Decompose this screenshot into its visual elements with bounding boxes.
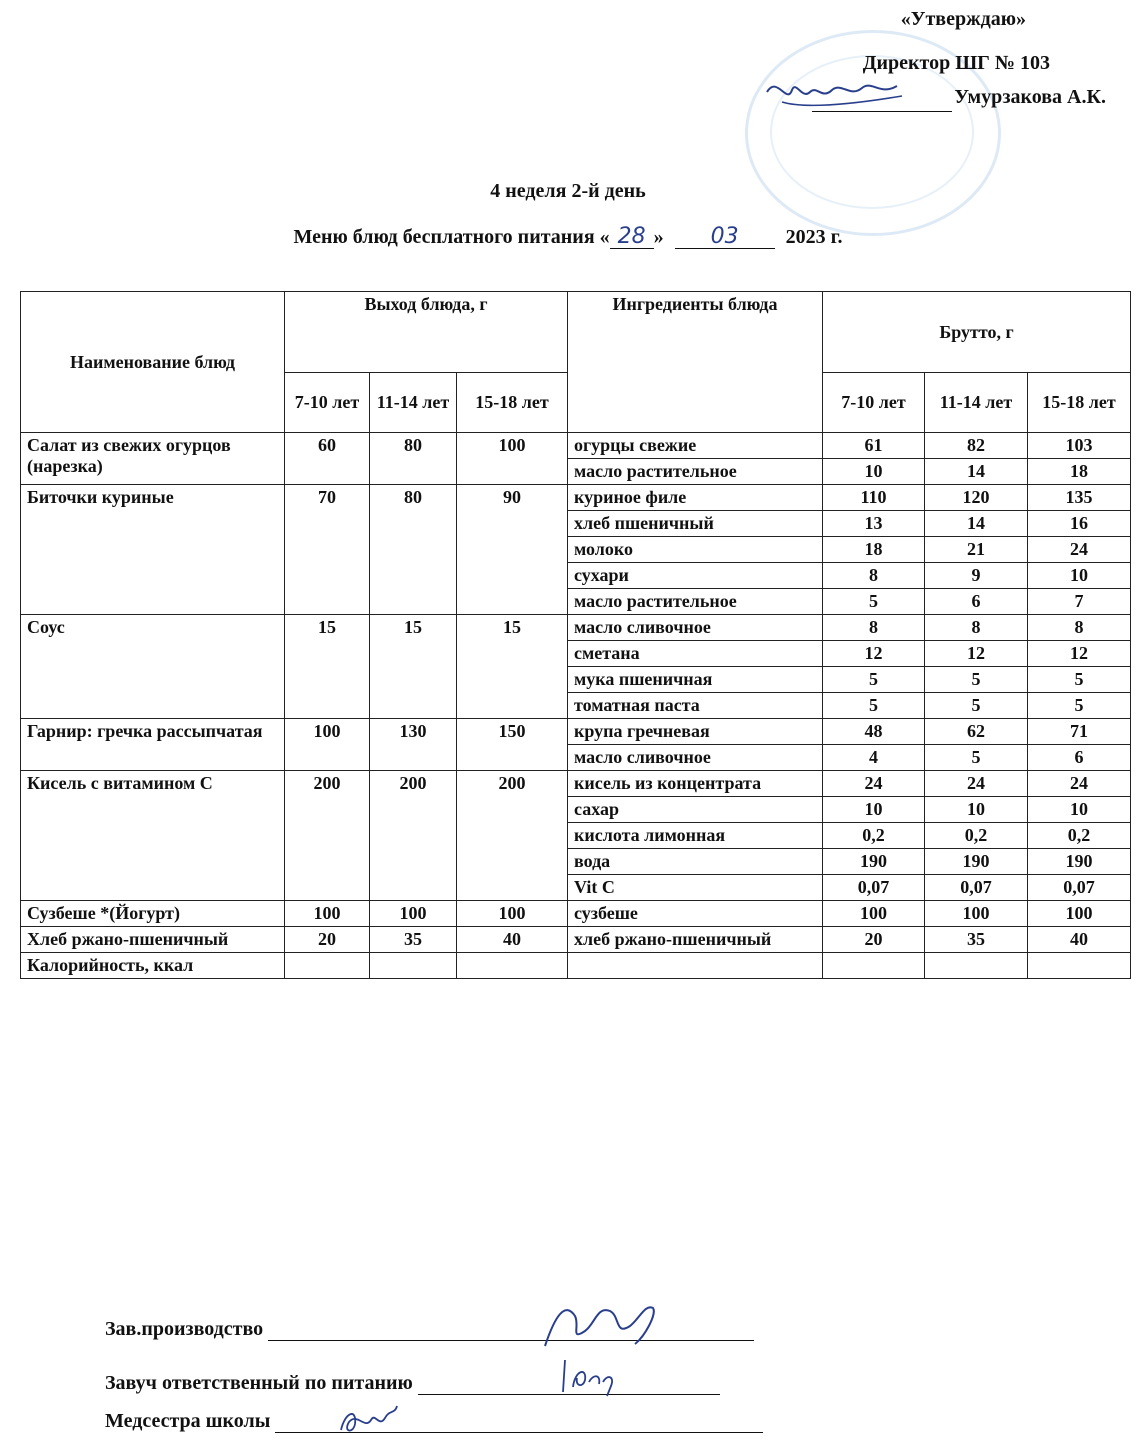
production-signature-line xyxy=(268,1320,754,1341)
ingredient-gross: 24 xyxy=(1028,771,1131,797)
week-day-title: 4 неделя 2-й день xyxy=(490,180,646,202)
calories-cell xyxy=(1028,953,1131,979)
dish-yield: 100 xyxy=(457,433,568,485)
calories-label: Калорийность, ккал xyxy=(21,953,285,979)
ingredient-gross: 5 xyxy=(823,589,925,615)
ingredient-gross: 12 xyxy=(1028,641,1131,667)
ingredient-gross: 103 xyxy=(1028,433,1131,459)
ingredient-gross: 10 xyxy=(925,797,1028,823)
ingredient-name: масло сливочное xyxy=(568,615,823,641)
ingredient-name: сметана xyxy=(568,641,823,667)
ingredient-gross: 5 xyxy=(925,667,1028,693)
ingredient-gross: 24 xyxy=(925,771,1028,797)
ingredient-gross: 10 xyxy=(1028,563,1131,589)
menu-year: 2023 г. xyxy=(785,226,843,248)
dish-yield: 200 xyxy=(457,771,568,901)
dish-yield: 40 xyxy=(457,927,568,953)
menu-title-prefix: Меню блюд бесплатного питания « xyxy=(293,226,610,248)
header-yield-age-1: 7-10 лет xyxy=(285,373,370,433)
ingredient-name: хлеб ржано-пшеничный xyxy=(568,927,823,953)
dish-yield: 15 xyxy=(457,615,568,719)
menu-table xyxy=(20,291,1131,979)
ingredient-gross: 190 xyxy=(925,849,1028,875)
ingredient-name: огурцы свежие xyxy=(568,433,823,459)
ingredient-gross: 100 xyxy=(1028,901,1131,927)
calories-cell xyxy=(568,953,823,979)
ingredient-gross: 100 xyxy=(925,901,1028,927)
dish-yield: 20 xyxy=(285,927,370,953)
ingredient-gross: 18 xyxy=(1028,459,1131,485)
ingredient-name: мука пшеничная xyxy=(568,667,823,693)
ingredient-gross: 135 xyxy=(1028,485,1131,511)
nurse-label: Медсестра школы xyxy=(105,1410,271,1432)
menu-month: 03 xyxy=(675,226,775,249)
calories-cell xyxy=(370,953,457,979)
dish-yield: 80 xyxy=(370,485,457,615)
approver-name: Умурзакова А.К. xyxy=(954,86,1106,108)
ingredient-gross: 21 xyxy=(925,537,1028,563)
deputy-signature xyxy=(555,1352,625,1397)
dish-yield: 70 xyxy=(285,485,370,615)
ingredient-gross: 35 xyxy=(925,927,1028,953)
dish-name: Кисель с витамином С xyxy=(21,771,285,901)
ingredient-gross: 5 xyxy=(823,693,925,719)
ingredient-name: сахар xyxy=(568,797,823,823)
ingredient-gross: 110 xyxy=(823,485,925,511)
ingredient-gross: 8 xyxy=(823,615,925,641)
ingredient-gross: 61 xyxy=(823,433,925,459)
header-gross-age-2: 11-14 лет xyxy=(925,373,1028,433)
footer-deputy xyxy=(105,1372,720,1395)
dish-yield: 130 xyxy=(370,719,457,771)
ingredient-gross: 4 xyxy=(823,745,925,771)
ingredient-name: томатная паста xyxy=(568,693,823,719)
ingredient-gross: 190 xyxy=(823,849,925,875)
dish-yield: 100 xyxy=(285,901,370,927)
ingredient-gross: 12 xyxy=(823,641,925,667)
approver-position: Директор ШГ № 103 xyxy=(862,52,1050,74)
menu-body xyxy=(21,433,1131,979)
dish-name: Соус xyxy=(21,615,285,719)
ingredient-gross: 62 xyxy=(925,719,1028,745)
dish-yield: 100 xyxy=(285,719,370,771)
ingredient-gross: 0,2 xyxy=(925,823,1028,849)
ingredient-gross: 5 xyxy=(1028,693,1131,719)
table-row xyxy=(21,485,1131,511)
ingredient-gross: 0,07 xyxy=(823,875,925,901)
production-signature xyxy=(535,1296,665,1356)
menu-title xyxy=(0,226,1136,249)
header-yield-age-2: 11-14 лет xyxy=(370,373,457,433)
director-signature xyxy=(762,70,912,120)
production-label: Зав.производство xyxy=(105,1318,264,1340)
dish-yield: 200 xyxy=(285,771,370,901)
ingredient-gross: 24 xyxy=(1028,537,1131,563)
ingredient-gross: 10 xyxy=(823,797,925,823)
table-row xyxy=(21,927,1131,953)
calories-cell xyxy=(285,953,370,979)
table-row xyxy=(21,771,1131,797)
dish-name: Салат из свежих огурцов (нарезка) xyxy=(21,433,285,485)
header-gross: Брутто, г xyxy=(823,292,1131,373)
ingredient-gross: 48 xyxy=(823,719,925,745)
ingredient-gross: 8 xyxy=(1028,615,1131,641)
ingredient-gross: 18 xyxy=(823,537,925,563)
header-gross-age-1: 7-10 лет xyxy=(823,373,925,433)
dish-yield: 90 xyxy=(457,485,568,615)
ingredient-gross: 120 xyxy=(925,485,1028,511)
ingredient-gross: 8 xyxy=(823,563,925,589)
ingredient-gross: 40 xyxy=(1028,927,1131,953)
ingredient-gross: 5 xyxy=(823,667,925,693)
ingredient-gross: 24 xyxy=(823,771,925,797)
ingredient-gross: 0,2 xyxy=(1028,823,1131,849)
ingredient-gross: 82 xyxy=(925,433,1028,459)
ingredient-gross: 0,07 xyxy=(1028,875,1131,901)
table-row xyxy=(21,719,1131,745)
dish-name: Хлеб ржано-пшеничный xyxy=(21,927,285,953)
dish-yield: 100 xyxy=(457,901,568,927)
ingredient-name: масло сливочное xyxy=(568,745,823,771)
dish-yield: 35 xyxy=(370,927,457,953)
table-row xyxy=(21,901,1131,927)
header-dish: Наименование блюд xyxy=(21,292,285,433)
ingredient-gross: 0,2 xyxy=(823,823,925,849)
approve-label: «Утверждаю» xyxy=(900,8,1026,30)
dish-name: Биточки куриные xyxy=(21,485,285,615)
ingredient-gross: 14 xyxy=(925,459,1028,485)
ingredient-gross: 12 xyxy=(925,641,1028,667)
dish-name: Сузбеше *(Йогурт) xyxy=(21,901,285,927)
ingredient-name: вода xyxy=(568,849,823,875)
dish-yield: 15 xyxy=(370,615,457,719)
header-gross-age-3: 15-18 лет xyxy=(1028,373,1131,433)
ingredient-gross: 20 xyxy=(823,927,925,953)
menu-day: 28 xyxy=(610,226,654,249)
ingredient-gross: 10 xyxy=(823,459,925,485)
dish-yield: 200 xyxy=(370,771,457,901)
ingredient-name: кисель из концентрата xyxy=(568,771,823,797)
dish-yield: 15 xyxy=(285,615,370,719)
deputy-label: Завуч ответственный по питанию xyxy=(105,1372,413,1394)
header-yield-age-3: 15-18 лет xyxy=(457,373,568,433)
calories-cell xyxy=(823,953,925,979)
table-row xyxy=(21,615,1131,641)
ingredient-name: крупа гречневая xyxy=(568,719,823,745)
ingredient-gross: 6 xyxy=(1028,745,1131,771)
ingredient-gross: 14 xyxy=(925,511,1028,537)
header-yield: Выход блюда, г xyxy=(285,292,568,373)
dish-yield: 150 xyxy=(457,719,568,771)
dish-yield: 80 xyxy=(370,433,457,485)
footer-nurse xyxy=(105,1410,763,1433)
ingredient-name: Vit C xyxy=(568,875,823,901)
nurse-signature xyxy=(335,1400,405,1440)
ingredient-name: куриное филе xyxy=(568,485,823,511)
ingredient-gross: 16 xyxy=(1028,511,1131,537)
ingredient-name: хлеб пшеничный xyxy=(568,511,823,537)
ingredient-name: сухари xyxy=(568,563,823,589)
ingredient-gross: 13 xyxy=(823,511,925,537)
ingredient-name: сузбеше xyxy=(568,901,823,927)
calories-cell xyxy=(457,953,568,979)
ingredient-name: масло растительное xyxy=(568,589,823,615)
ingredient-gross: 8 xyxy=(925,615,1028,641)
ingredient-name: кислота лимонная xyxy=(568,823,823,849)
ingredient-gross: 6 xyxy=(925,589,1028,615)
header-ingredients: Ингредиенты блюда xyxy=(568,292,823,433)
table-row xyxy=(21,433,1131,459)
ingredient-gross: 5 xyxy=(925,745,1028,771)
dish-yield: 100 xyxy=(370,901,457,927)
ingredient-gross: 71 xyxy=(1028,719,1131,745)
ingredient-name: молоко xyxy=(568,537,823,563)
ingredient-gross: 7 xyxy=(1028,589,1131,615)
ingredient-gross: 10 xyxy=(1028,797,1131,823)
ingredient-gross: 190 xyxy=(1028,849,1131,875)
ingredient-gross: 9 xyxy=(925,563,1028,589)
calories-cell xyxy=(925,953,1028,979)
calories-row xyxy=(21,953,1131,979)
ingredient-gross: 0,07 xyxy=(925,875,1028,901)
dish-yield: 60 xyxy=(285,433,370,485)
dish-name: Гарнир: гречка рассыпчатая xyxy=(21,719,285,771)
ingredient-gross: 5 xyxy=(1028,667,1131,693)
ingredient-gross: 5 xyxy=(925,693,1028,719)
ingredient-gross: 100 xyxy=(823,901,925,927)
menu-title-mid: » xyxy=(653,226,664,248)
ingredient-name: масло растительное xyxy=(568,459,823,485)
